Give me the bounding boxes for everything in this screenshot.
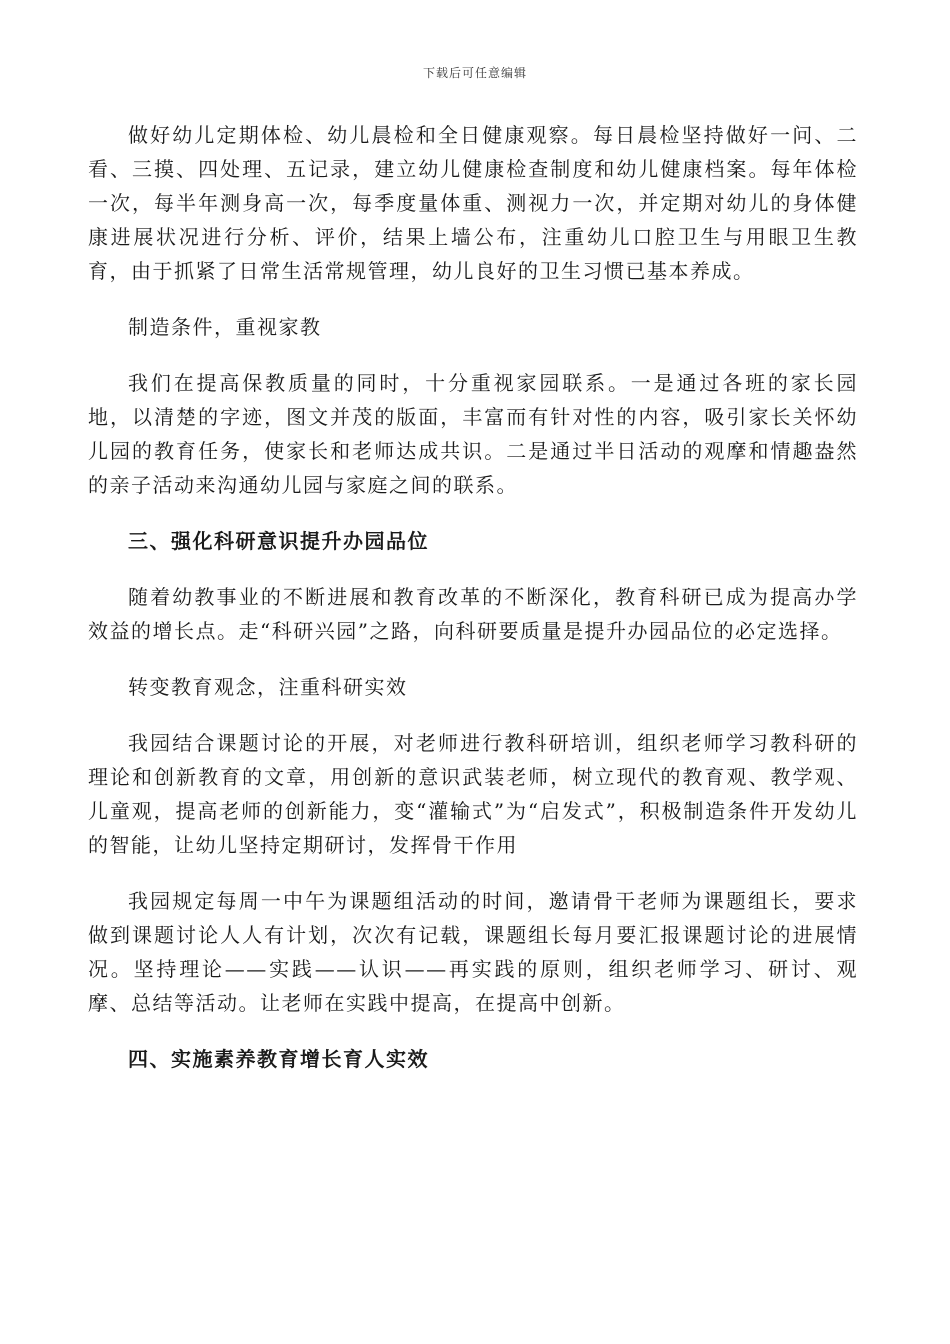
- subheading-family-education: 制造条件，重视家教: [128, 315, 322, 339]
- subheading-education-concept: 转变教育观念，注重科研实效: [128, 675, 408, 699]
- document-body: [88, 118, 858, 1098]
- paragraph-research: 随着幼教事业的不断进展和教育改革的不断深化，教育科研已成为提高办学效益的增长点。走“科研兴园”之路，向科研要质量是提升办园品位的必定选择。: [88, 585, 858, 643]
- page-header: 下载后可任意编辑: [422, 66, 527, 80]
- paragraph-health-check: 做好幼儿定期体检、幼儿晨检和全日健康观察。每日晨检坚持做好一问、二看、三摸、四处理、五记录，建立幼儿健康检查制度和幼儿健康档案。每年体检一次，每半年测身高一次，每季度量体重、测视力一次，并定期对幼儿的身体健康进展状况进行分析、评价，结果上墙公布，注重幼儿口腔卫生与用眼卫生教育，由于抓紧了日常生活常规管理，幼儿良好的卫生习惯已基本养成。: [88, 123, 858, 283]
- paragraph-teacher-training: 我园结合课题讨论的开展，对老师进行教科研培训，组织老师学习教科研的理论和创新教育的文章，用创新的意识武装老师，树立现代的教育观、教学观、儿童观，提高老师的创新能力，变“灌输式”为“启发式”，积极制造条件开发幼儿的智能，让幼儿坚持定期研讨，发挥骨干作用: [88, 731, 858, 857]
- section-heading-3: 三、强化科研意识提升办园品位: [128, 529, 429, 553]
- section-heading-4: 四、实施素养教育增长育人实效: [128, 1047, 429, 1071]
- paragraph-research-group: 我园规定每周一中午为课题组活动的时间，邀请骨干老师为课题组长，要求做到课题讨论人人有计划，次次有记载，课题组长每月要汇报课题讨论的进展情况。坚持理论——实践——认识——再实践的原则，组织老师学习、研讨、观摩、总结等活动。让老师在实践中提高，在提高中创新。: [88, 889, 858, 1015]
- paragraph-home-school-contact: 我们在提高保教质量的同时，十分重视家园联系。一是通过各班的家长园地，以清楚的字迹，图文并茂的版面，丰富而有针对性的内容，吸引家长关怀幼儿园的教育任务，使家长和老师达成共识。二是通过半日活动的观摩和情趣盎然的亲子活动来沟通幼儿园与家庭之间的联系。: [88, 371, 858, 497]
